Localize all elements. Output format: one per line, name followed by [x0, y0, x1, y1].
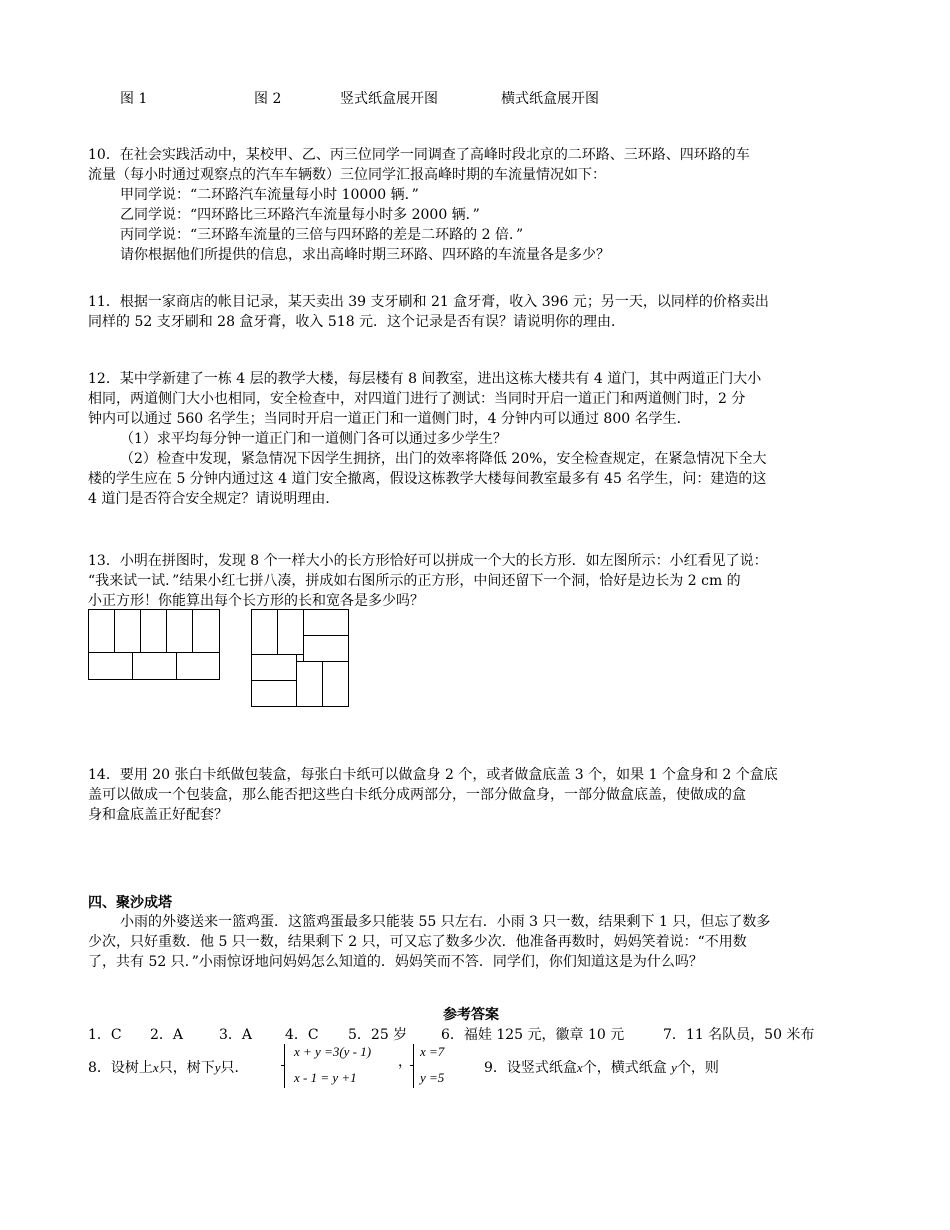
system-brace-tip-1 [281, 1065, 285, 1067]
question-line: 4 道门是否符合安全规定？请说明理由． [88, 491, 340, 507]
question-line: 同样的 52 支牙刷和 28 盒牙膏，收入 518 元．这个记录是否有误？请说明你的理由． [88, 314, 626, 330]
caption-figure-1: 图 1 [120, 91, 148, 107]
answer-8-mid: 只，树下 [158, 1060, 215, 1076]
puzzle-rectangle [88, 652, 133, 680]
question-line: 14．要用 20 张白卡纸做包装盒，每张白卡纸可以做盒身 2 个，或者做盒底盖 3 个，如果 1 个盒身和 2 个盒底 [88, 767, 778, 783]
puzzle-rectangle [166, 609, 193, 653]
question-line: 盖可以做成一个包装盒，那么能否把这些白卡纸分成两部分，一部分做盒身，一部分做盒底盖，使做成的盒 [88, 787, 746, 803]
answer-5: 5．25 岁 [348, 1027, 408, 1043]
puzzle-rectangle [114, 609, 141, 653]
var-x: x [152, 1060, 159, 1075]
puzzle-rectangle [251, 680, 297, 707]
answer-4: 4．C [285, 1027, 319, 1043]
equation-2-top: x =7 [420, 1044, 445, 1059]
caption-horizontal-box: 横式纸盒展开图 [501, 91, 599, 107]
question-line: 丙同学说：“三环路车流量的三倍与四环路的差是二环路的 2 倍．” [120, 227, 524, 243]
equation-comma: ， [398, 1054, 412, 1070]
answer-9-prefix: 9．设竖式纸盒 [484, 1060, 577, 1076]
answer-9-suffix: 个，则 [676, 1060, 719, 1076]
puzzle-rectangle [296, 661, 323, 707]
question-line: 13．小明在拼图时，发现 8 个一样大小的长方形恰好可以拼成一个大的长方形．如左图所示：小红看见了说： [88, 553, 768, 569]
puzzle-rectangle [277, 609, 304, 655]
puzzle-rectangle [140, 609, 167, 653]
equation-1-top: x + y =3(y - 1) [294, 1044, 372, 1059]
question-line: 流量（每小时通过观察点的汽车车辆数）三位同学汇报高峰时期的车流量情况如下： [88, 167, 606, 183]
section-4-heading: 四、聚沙成塔 [88, 895, 172, 911]
puzzle-rectangle [303, 609, 349, 636]
puzzle-rectangle [192, 609, 220, 653]
var-y: y [214, 1060, 221, 1075]
answer-7: 7．11 名队员，50 米布 [663, 1027, 815, 1043]
var-x: x [576, 1060, 583, 1075]
caption-figure-2: 图 2 [254, 91, 282, 107]
answer-8-suffix: 只． [220, 1060, 249, 1076]
question-line: 小正方形！你能算出每个长方形的长和宽各是多少吗？ [88, 593, 424, 609]
answer-6: 6．福娃 125 元，徽章 10 元 [441, 1027, 625, 1043]
question-13 [88, 551, 863, 611]
figure-right-square-puzzle [251, 609, 349, 707]
question-14 [88, 765, 863, 825]
question-line: （1）求平均每分钟一道正门和一道侧门各可以通过多少学生？ [120, 431, 507, 447]
puzzle-rectangle [251, 654, 297, 681]
answers-title: 参考答案 [443, 1007, 499, 1023]
question-12 [88, 369, 863, 509]
answer-3: 3．A [219, 1027, 253, 1043]
puzzle-rectangle [251, 609, 278, 655]
question-line: “我来试一试．”结果小红七拼八凑，拼成如右图所示的正方形，中间还留下一个洞，恰好是边长为 2 cm 的 [88, 573, 741, 589]
puzzle-rectangle [176, 652, 220, 680]
question-line: 乙同学说：“四环路比三环路汽车流量每小时多 2000 辆．” [120, 207, 480, 223]
figure-left-rectangle-puzzle [88, 609, 220, 680]
answer-9-mid: 个，横式纸盒 [582, 1060, 667, 1076]
question-line: 11．根据一家商店的帐目记录，某天卖出 39 支牙刷和 21 盒牙膏，收入 396 元；另一天，以同样的价格卖出 [88, 294, 769, 310]
question-line: 身和盒底盖正好配套？ [88, 807, 228, 823]
question-line: 12．某中学新建了一栋 4 层的教学大楼，每层楼有 8 间教室，进出这栋大楼共有 4 道门，其中两道正门大小 [88, 371, 762, 387]
answer-8-text [88, 1058, 248, 1078]
question-line: 请你根据他们所提供的信息，求出高峰时期三环路、四环路的车流量各是多少？ [120, 247, 610, 263]
question-line: （2）检查中发现，紧急情况下因学生拥挤，出门的效率将降低 20%，安全检查规定，在紧急情况下全大 [120, 451, 767, 467]
question-10 [88, 145, 863, 265]
answer-2: 2．A [150, 1027, 184, 1043]
question-11 [88, 292, 863, 332]
problem-line: 小雨的外婆送来一篮鸡蛋．这篮鸡蛋最多只能装 55 只左右．小雨 3 只一数，结果剩下 1 只，但忘了数多 [120, 914, 771, 930]
problem-line: 少次，只好重数．他 5 只一数，结果剩下 2 只，可又忘了数多少次．他准备再数时，妈妈笑着说：“不用数 [88, 934, 747, 950]
puzzle-rectangle [322, 661, 349, 707]
system-brace-tip-2 [410, 1065, 414, 1067]
equation-2-bottom: y =5 [420, 1070, 445, 1085]
question-line: 甲同学说：“二环路汽车流量每小时 10000 辆．” [120, 187, 419, 203]
answer-9-text [484, 1058, 719, 1078]
section-4-problem [88, 912, 863, 972]
var-y: y [671, 1060, 677, 1075]
answer-8-prefix: 8．设树上 [88, 1060, 153, 1076]
answer-1: 1．C [88, 1027, 122, 1043]
question-line: 钟内可以通过 560 名学生；当同时开启一道正门和一道侧门时，4 分钟内可以通过 800 名学生． [88, 411, 691, 427]
question-line: 10．在社会实践活动中，某校甲、乙、丙三位同学一同调查了高峰时段北京的二环路、三环路、四环路的车 [88, 147, 750, 163]
puzzle-rectangle [303, 635, 349, 662]
problem-line: 了，共有 52 只．”小雨惊讶地问妈妈怎么知道的．妈妈笑而不答．同学们，你们知道这是为什么吗？ [88, 954, 703, 970]
puzzle-rectangle [132, 652, 177, 680]
puzzle-rectangle [88, 609, 115, 653]
equation-1-bottom: x - 1 = y +1 [294, 1070, 357, 1085]
caption-vertical-box: 竖式纸盒展开图 [340, 91, 438, 107]
question-line: 相同，两道侧门大小也相同，安全检查中，对四道门进行了测试：当同时开启一道正门和两道侧门时，2 分 [88, 391, 746, 407]
question-line: 楼的学生应在 5 分钟内通过这 4 道门安全撤离，假设这栋教学大楼每间教室最多有 45 名学生，问：建造的这 [88, 471, 767, 487]
